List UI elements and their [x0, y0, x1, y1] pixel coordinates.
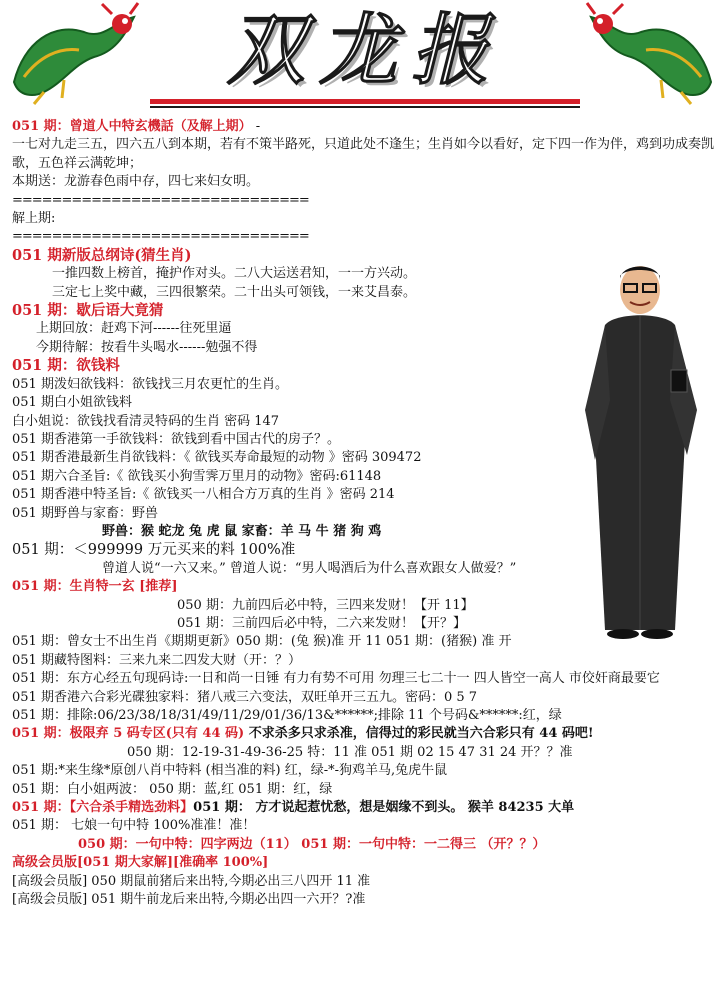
animals-line: 051 期野兽与家畜：野兽: [12, 505, 158, 521]
vip-line: [高级会员版] 051 期牛前龙后来出特,今期必出四一六开？?准: [12, 892, 366, 908]
clue-line: 051 期： 七娘一句中特 100%准准！准！: [12, 818, 256, 834]
numbers-line: 050 期：12-19-31-49-36-25 特：11 准 051 期 02 15 47 31 24 开？？准: [127, 744, 573, 760]
money-clue-line: 051 期六合圣旨:《 欲钱买小狗雪霁万里月的动物》密码:61148: [12, 468, 382, 484]
previous-solution-label: 解上期:: [12, 211, 56, 227]
separator: ==============================: [12, 229, 309, 245]
clue-line: 051 期：东方心经五句现码诗:一日和尚一日锤 有力有势不可用 勿理三七二十一 四人皆空一高人 市佼奸商最要它: [12, 671, 660, 687]
money-clue-line: 051 期白小姐欲钱料: [12, 395, 132, 411]
money-clue-line: 051 期香港中特圣旨:《 欲钱买一八相合方万真的生肖 》密码 214: [12, 487, 395, 503]
premium-clue-line: 051 期：＜999999 万元买来的料 100%准: [12, 542, 296, 559]
clue-line: 051 期：曾女士不出生肖《期期更新》050 期：(兔 猴)准 开 11 051 期：(猪猴) 准 开: [12, 634, 512, 650]
quote-line: 曾道人说“一六又来。” 曾道人说：“男人喝酒后为什么喜欢跟女人做爱？”: [102, 560, 517, 576]
poem-line: 一推四数上榜首，掩护作对头。二八大运送君知，一一方兴动。: [52, 266, 417, 282]
clue-line: 051 期藏特图料：三来九来二四发大财（开：？）: [12, 652, 301, 668]
zodiac-line: 050 期：九前四后必中特，三四来发财！【开 11】: [177, 597, 474, 613]
riddle-line: 今期待解：按看牛头喝水------勉强不得: [36, 339, 258, 355]
prophecy-text: 一七对九走三五，四六五八到本期，若有不策半路死，只道此处不逢生；生肖如今以看好，定下四一作为伴，鸡到功成奏凯歌，五色祥云满乾坤；: [12, 137, 715, 171]
dragon-right-illustration: [571, 2, 721, 107]
masthead: [0, 0, 725, 115]
killer-clue-line: 051 期：【六合杀手精选劲料】051 期： 方才说起惹忧愁，想是姻缘不到头。 猴羊 84235 大单: [12, 800, 575, 816]
riddle-line: 上期回放：赶鸡下河------往死里逼: [36, 321, 232, 337]
clue-line: 051 期：白小姐两波： 050 期：蓝,红 051 期：红，绿: [12, 781, 333, 797]
poem-line: 三定七上奖中藏，三四很繁荣。二十出头可领钱，一来艾昌泰。: [52, 284, 417, 300]
vip-line: [高级会员版] 050 期鼠前猪后来出特,今期必出三八四开 11 准: [12, 873, 371, 889]
section-heading-prophecy: 051 期：曾道人中特玄機話（及解上期） -: [12, 119, 261, 134]
title-underline-black: [150, 106, 580, 108]
clue-line: 051 期:*来生缘*原创八肖中特料 (相当准的料) 红，绿-*-狗鸡羊马,兔虎牛鼠: [12, 763, 448, 779]
money-clue-line: 051 期香港第一手欲钱料：欲钱到看中国古代的房子？。: [12, 431, 340, 447]
section-heading-zodiac: 051 期：生肖特一玄 [推荐]: [12, 579, 178, 595]
title-underline-red: [150, 99, 580, 104]
section-heading-exclusion: 051 期：极限弃 5 码专区(只有 44 码) 不求杀多只求杀准，信得过的彩民就当六合彩只有 44 码吧!: [12, 726, 594, 742]
section-heading-vip: 高级会员版[051 期大家解][准确率 100%]: [12, 855, 269, 871]
one-line-clue: 050 期：一句中特：四字两边（11） 051 期：一句中特：一二得三 （开？？）: [78, 836, 546, 852]
money-clue-line: 051 期泼妇欲钱料：欲钱找三月农更忙的生肖。: [12, 376, 288, 392]
money-clue-line: 白小姐说：欲钱找看清灵特码的生肖 密码 147: [12, 413, 280, 429]
clue-line: 051 期：排除:06/23/38/18/31/49/11/29/01/36/13&******;排除 11 个号码&******:红，绿: [12, 708, 562, 723]
article-body: [12, 118, 717, 909]
dragon-left-illustration: [4, 2, 154, 107]
section-heading-riddle: 051 期：歇后语大竟猜: [12, 302, 164, 320]
section-heading-money: 051 期：欲钱料: [12, 357, 120, 375]
money-clue-line: 051 期香港最新生肖欲钱料：《 欲钱买寿命最短的动物 》密码 309472: [12, 450, 422, 466]
separator: ==============================: [12, 192, 309, 208]
clue-line: 051 期香港六合彩光碟独家料：猪八戒三六变法，双旺单开三五九。密码：0 5 7: [12, 689, 478, 705]
zodiac-line: 051 期：三前四后必中特，二六来发财！【开？】: [177, 615, 466, 631]
animals-list: 野兽：猴 蛇龙 兔 虎 鼠 家畜：羊 马 牛 猪 狗 鸡: [102, 523, 382, 539]
newspaper-title: 双龙报: [226, 6, 503, 96]
section-heading-poem: 051 期新版总纲诗(猜生肖): [12, 246, 192, 264]
this-period-line: 本期送：龙游春色雨中存，四七来妇女明。: [12, 174, 260, 190]
